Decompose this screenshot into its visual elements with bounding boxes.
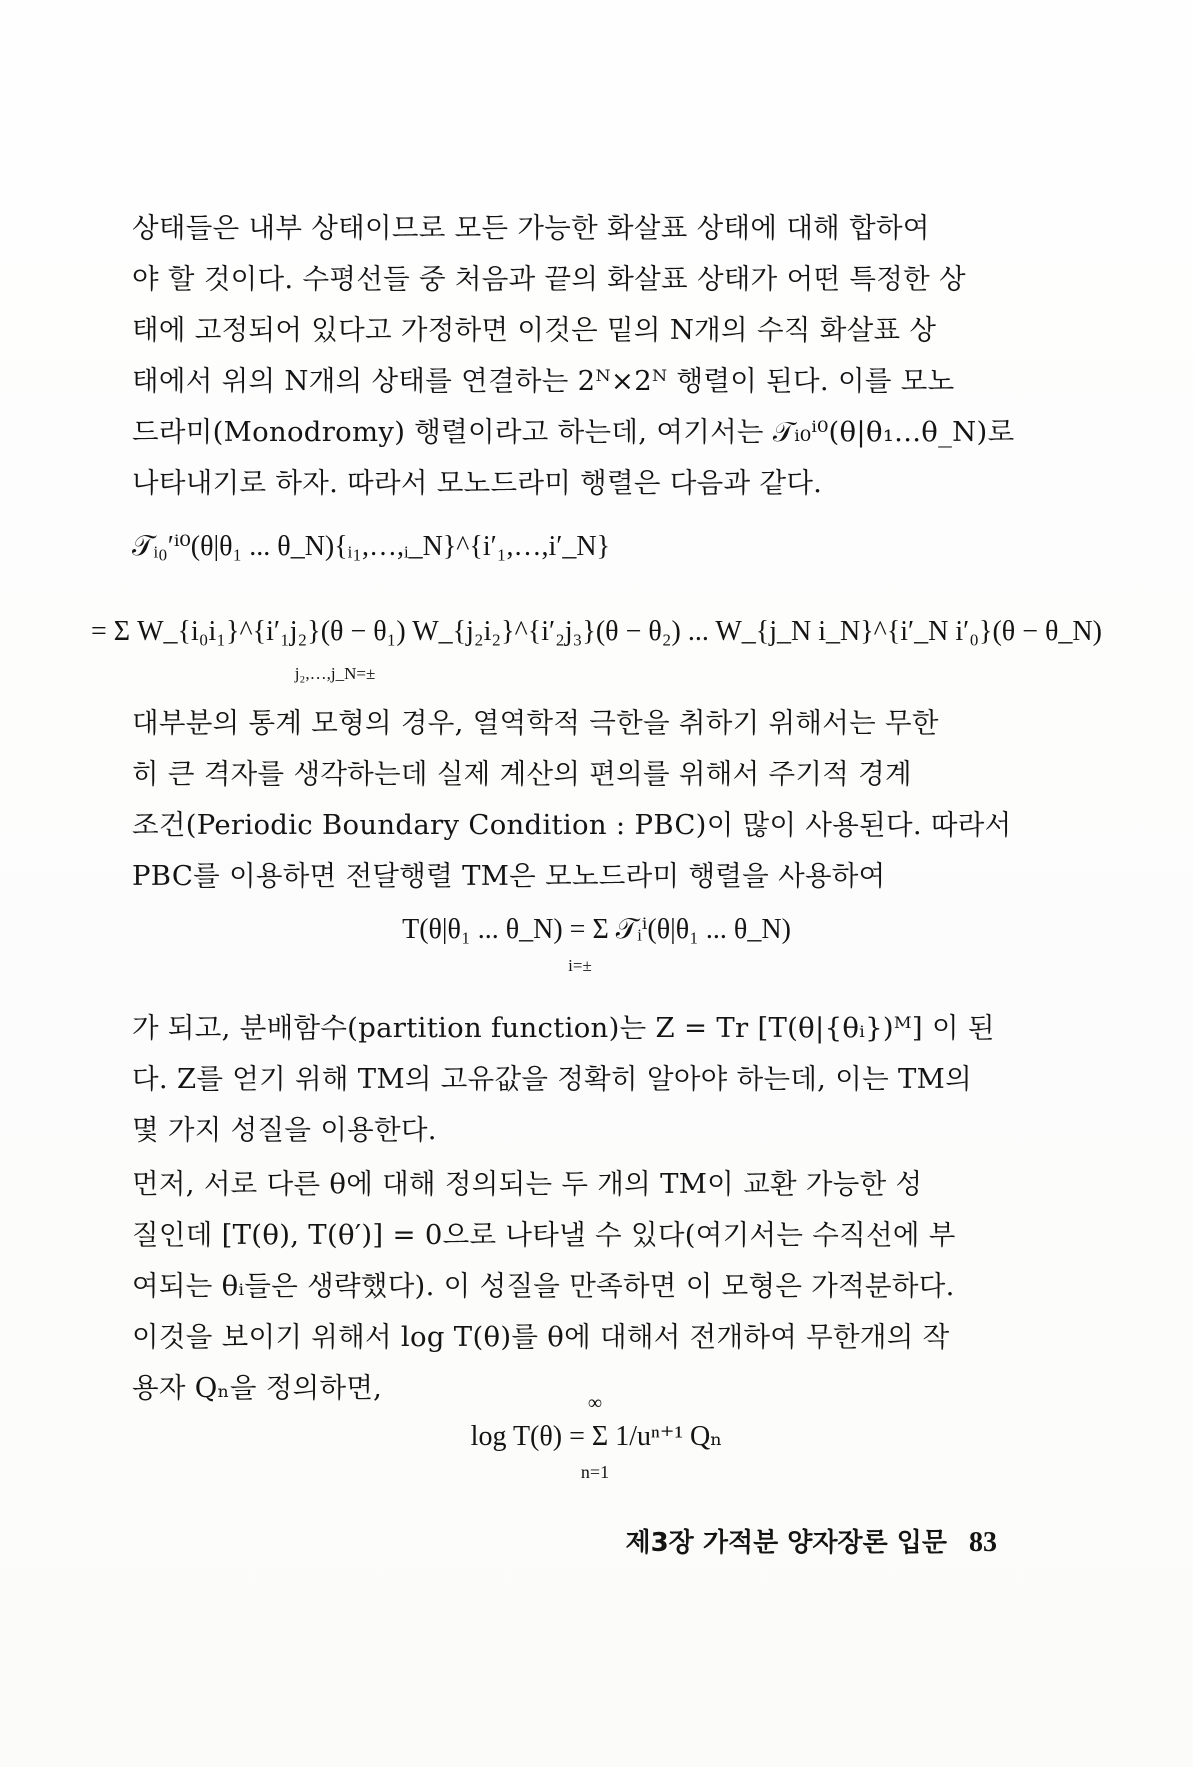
page-footer: [132, 1522, 997, 1559]
text-line: 야 할 것이다. 수평선들 중 처음과 끝의 화살표 상태가 어떤 특정한 상: [132, 263, 966, 295]
text-line: 히 큰 격자를 생각하는데 실제 계산의 편의를 위해서 주기적 경계: [132, 758, 912, 790]
equation-transfer: [0, 913, 1193, 947]
equation-monodromy-lhs: [132, 530, 997, 564]
text-line: 가 되고, 분배함수(partition function)는 Z = Tr [T(θ|{θᵢ})ᴹ] 이 된: [132, 1012, 995, 1044]
equation-text: j₂,…,j_N=±: [294, 664, 376, 683]
equation-text: i=±: [568, 956, 592, 975]
equation-monodromy-rhs: [0, 615, 1193, 649]
text-line: 질인데 [T(θ), T(θ′)] = 0으로 나타낼 수 있다(여기서는 수직선에 부: [132, 1219, 956, 1251]
equation-text: 𝒯ᵢ₀′ⁱ⁰(θ|θ₁ ... θ_N){ᵢ₁,…,ᵢ_N}^{i′₁,…,i′_N}: [132, 531, 611, 562]
equation-text: n=1: [580, 1462, 610, 1482]
chapter-title: 제3장 가적분 양자장론 입문: [625, 1528, 947, 1558]
text-line: 조건(Periodic Boundary Condition : PBC)이 많이 사용된다. 따라서: [132, 809, 1012, 841]
text-line: 상태들은 내부 상태이므로 모든 가능한 화살표 상태에 대해 합하여: [132, 212, 930, 244]
text-line: 나타내기로 하자. 따라서 모노드라미 행렬은 다음과 같다.: [132, 467, 823, 499]
text-line: 여되는 θᵢ들은 생략했다). 이 성질을 만족하면 이 모형은 가적분하다.: [132, 1270, 955, 1302]
text-line: PBC를 이용하면 전달행렬 TM은 모노드라미 행렬을 사용하여: [132, 860, 886, 892]
text-line: 다. Z를 얻기 위해 TM의 고유값을 정확히 알아야 하는데, 이는 TM의: [132, 1063, 972, 1095]
text-line: 몇 가지 성질을 이용한다.: [132, 1114, 437, 1146]
equation-text: ∞: [587, 1392, 603, 1414]
equation-log-top: [545, 1391, 645, 1415]
paragraph-2: [132, 698, 1012, 902]
equation-text: = Σ W_{i₀i₁}^{i′₁j₂}(θ − θ₁) W_{j₂i₂}^{i′₂j₃}(θ − θ₂) ... W_{j_N i_N}^{i′_N i′₀}(θ − θ_N): [91, 616, 1102, 647]
text-line: 태에 고정되어 있다고 가정하면 이것은 밑의 N개의 수직 화살표 상: [132, 314, 937, 346]
equation-log-index: [545, 1462, 645, 1484]
equation-sum-index: [215, 664, 455, 684]
text-line: 먼저, 서로 다른 θ에 대해 정의되는 두 개의 TM이 교환 가능한 성: [132, 1168, 923, 1200]
paragraph-1: [132, 203, 1015, 509]
text-line: 대부분의 통계 모형의 경우, 열역학적 극한을 취하기 위해서는 무한: [132, 707, 939, 739]
paragraph-3: [132, 1003, 997, 1156]
text-line: 이것을 보이기 위해서 log T(θ)를 θ에 대해서 전개하여 무한개의 작: [132, 1321, 950, 1353]
text-line: 용자 Qₙ을 정의하면,: [132, 1372, 383, 1404]
equation-transfer-index: [470, 956, 690, 976]
text-line: 태에서 위의 N개의 상태를 연결하는 2ᴺ×2ᴺ 행렬이 된다. 이를 모노: [132, 365, 955, 397]
page-number: 83: [969, 1527, 997, 1558]
paragraph-4: [132, 1159, 997, 1414]
equation-text: log T(θ) = Σ 1/uⁿ⁺¹ Qₙ: [470, 1421, 723, 1452]
equation-log-expansion: [0, 1420, 1193, 1454]
equation-text: T(θ|θ₁ ... θ_N) = Σ 𝒯ᵢⁱ(θ|θ₁ ... θ_N): [402, 914, 791, 945]
text-line: 드라미(Monodromy) 행렬이라고 하는데, 여기서는 𝒯ᵢ₀ⁱ⁰(θ|θ₁...θ_N)로: [132, 416, 1015, 448]
